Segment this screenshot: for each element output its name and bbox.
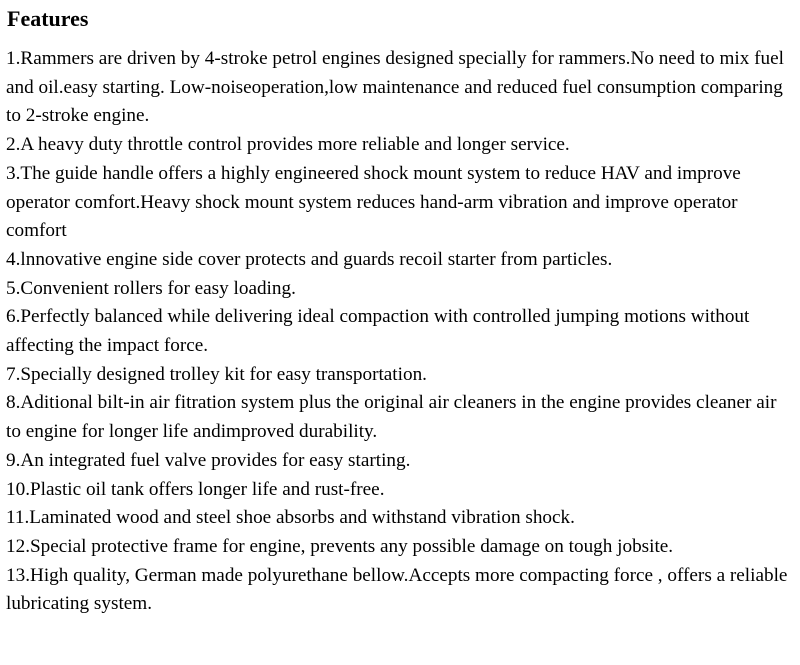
feature-item-10: 10.Plastic oil tank offers longer life and rust-free. [6, 478, 385, 500]
feature-item-2: 2.A heavy duty throttle control provides more reliable and longer service. [6, 134, 570, 156]
feature-item-4: 4.lnnovative engine side cover protects and guards recoil starter from particles. [6, 248, 613, 270]
feature-item-7: 7.Specially designed trolley kit for easy transportation. [6, 363, 427, 385]
feature-item-8: 8.Aditional bilt-in air fitration system plus the original air cleaners in the engine provides cleaner air to engine for longer life andimproved durability. [6, 392, 777, 443]
feature-item-5: 5.Convenient rollers for easy loading. [6, 277, 296, 299]
features-heading: Features [7, 6, 89, 31]
feature-item-6: 6.Perfectly balanced while delivering ideal compaction with controlled jumping motions without affecting the impact force. [6, 306, 750, 357]
feature-item-11: 11.Laminated wood and steel shoe absorbs and withstand vibration shock. [6, 507, 575, 529]
feature-item-13: 13.High quality, German made polyurethane bellow.Accepts more compacting force , offers a reliable lubricating system. [6, 564, 788, 615]
features-document [6, 0, 796, 619]
feature-item-12: 12.Special protective frame for engine, prevents any possible damage on tough jobsite. [6, 535, 674, 557]
feature-item-9: 9.An integrated fuel valve provides for easy starting. [6, 449, 411, 471]
feature-item-1: 1.Rammers are driven by 4-stroke petrol engines designed specially for rammers.No need to mix fuel and oil.easy starting. Low-noiseoperation,low maintenance and reduced fuel consumption comparing to 2-stroke engine. [6, 48, 784, 127]
features-list [6, 45, 796, 619]
feature-item-3: 3.The guide handle offers a highly engineered shock mount system to reduce HAV and improve operator comfort.Heavy shock mount system reduces hand-arm vibration and improve operator comfort [6, 162, 741, 242]
